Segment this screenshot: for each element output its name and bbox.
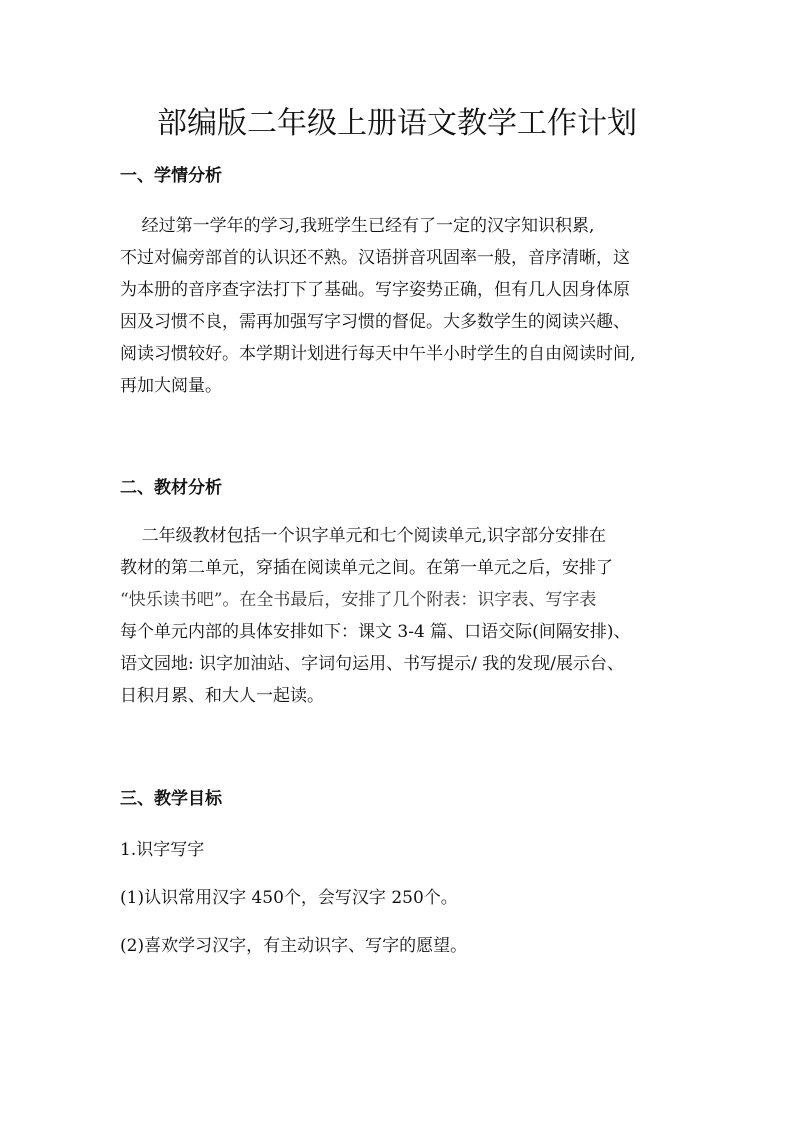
list-item: 1.识字写字	[120, 840, 205, 860]
paragraph-line: 阅读习惯较好。本学期计划进行每天中午半小时学生的自由阅读时间,	[120, 344, 636, 364]
paragraph-line: 日积月累、和大人一起读。	[120, 686, 324, 706]
paragraph-line: 不过对偏旁部首的认识还不熟。汉语拼音巩固率一般，音序清晰，这	[120, 248, 630, 268]
paragraph-line: 语文园地: 识字加油站、字词句运用、书写提示/ 我的发现/展示台、	[120, 654, 624, 674]
section-heading-3: 三、教学目标	[120, 789, 222, 809]
document-title: 部编版二年级上册语文教学工作计划	[157, 106, 637, 141]
section-heading-2: 二、教材分析	[120, 478, 222, 498]
paragraph-line: 再加大阅量。	[120, 376, 222, 396]
paragraph-line: 教材的第二单元，穿插在阅读单元之间。在第一单元之后，安排了	[120, 558, 613, 578]
section-1-paragraph	[120, 210, 680, 402]
list-item: (1)认识常用汉字 450个，会写汉字 250个。	[120, 888, 458, 908]
paragraph-line: 为本册的音序查字法打下了基础。写字姿势正确，但有几人因身体原	[120, 280, 630, 300]
section-heading-1: 一、学情分析	[120, 166, 222, 186]
paragraph-line: 因及习惯不良，需再加强写字习惯的督促。大多数学生的阅读兴趣、	[120, 312, 630, 332]
section-2-paragraph	[120, 520, 680, 712]
paragraph-line: 二年级教材包括一个识字单元和七个阅读单元,识字部分安排在	[120, 526, 607, 546]
paragraph-line: “快乐读书吧”。在全书最后，安排了几个附表：识字表、写字表	[120, 590, 597, 610]
list-item: (2)喜欢学习汉字，有主动识字、写字的愿望。	[120, 936, 468, 956]
paragraph-line: 每个单元内部的具体安排如下：课文 3-4 篇、口语交际(间隔安排)、	[120, 622, 631, 642]
paragraph-line: 经过第一学年的学习,我班学生已经有了一定的汉字知识积累,	[120, 216, 595, 236]
